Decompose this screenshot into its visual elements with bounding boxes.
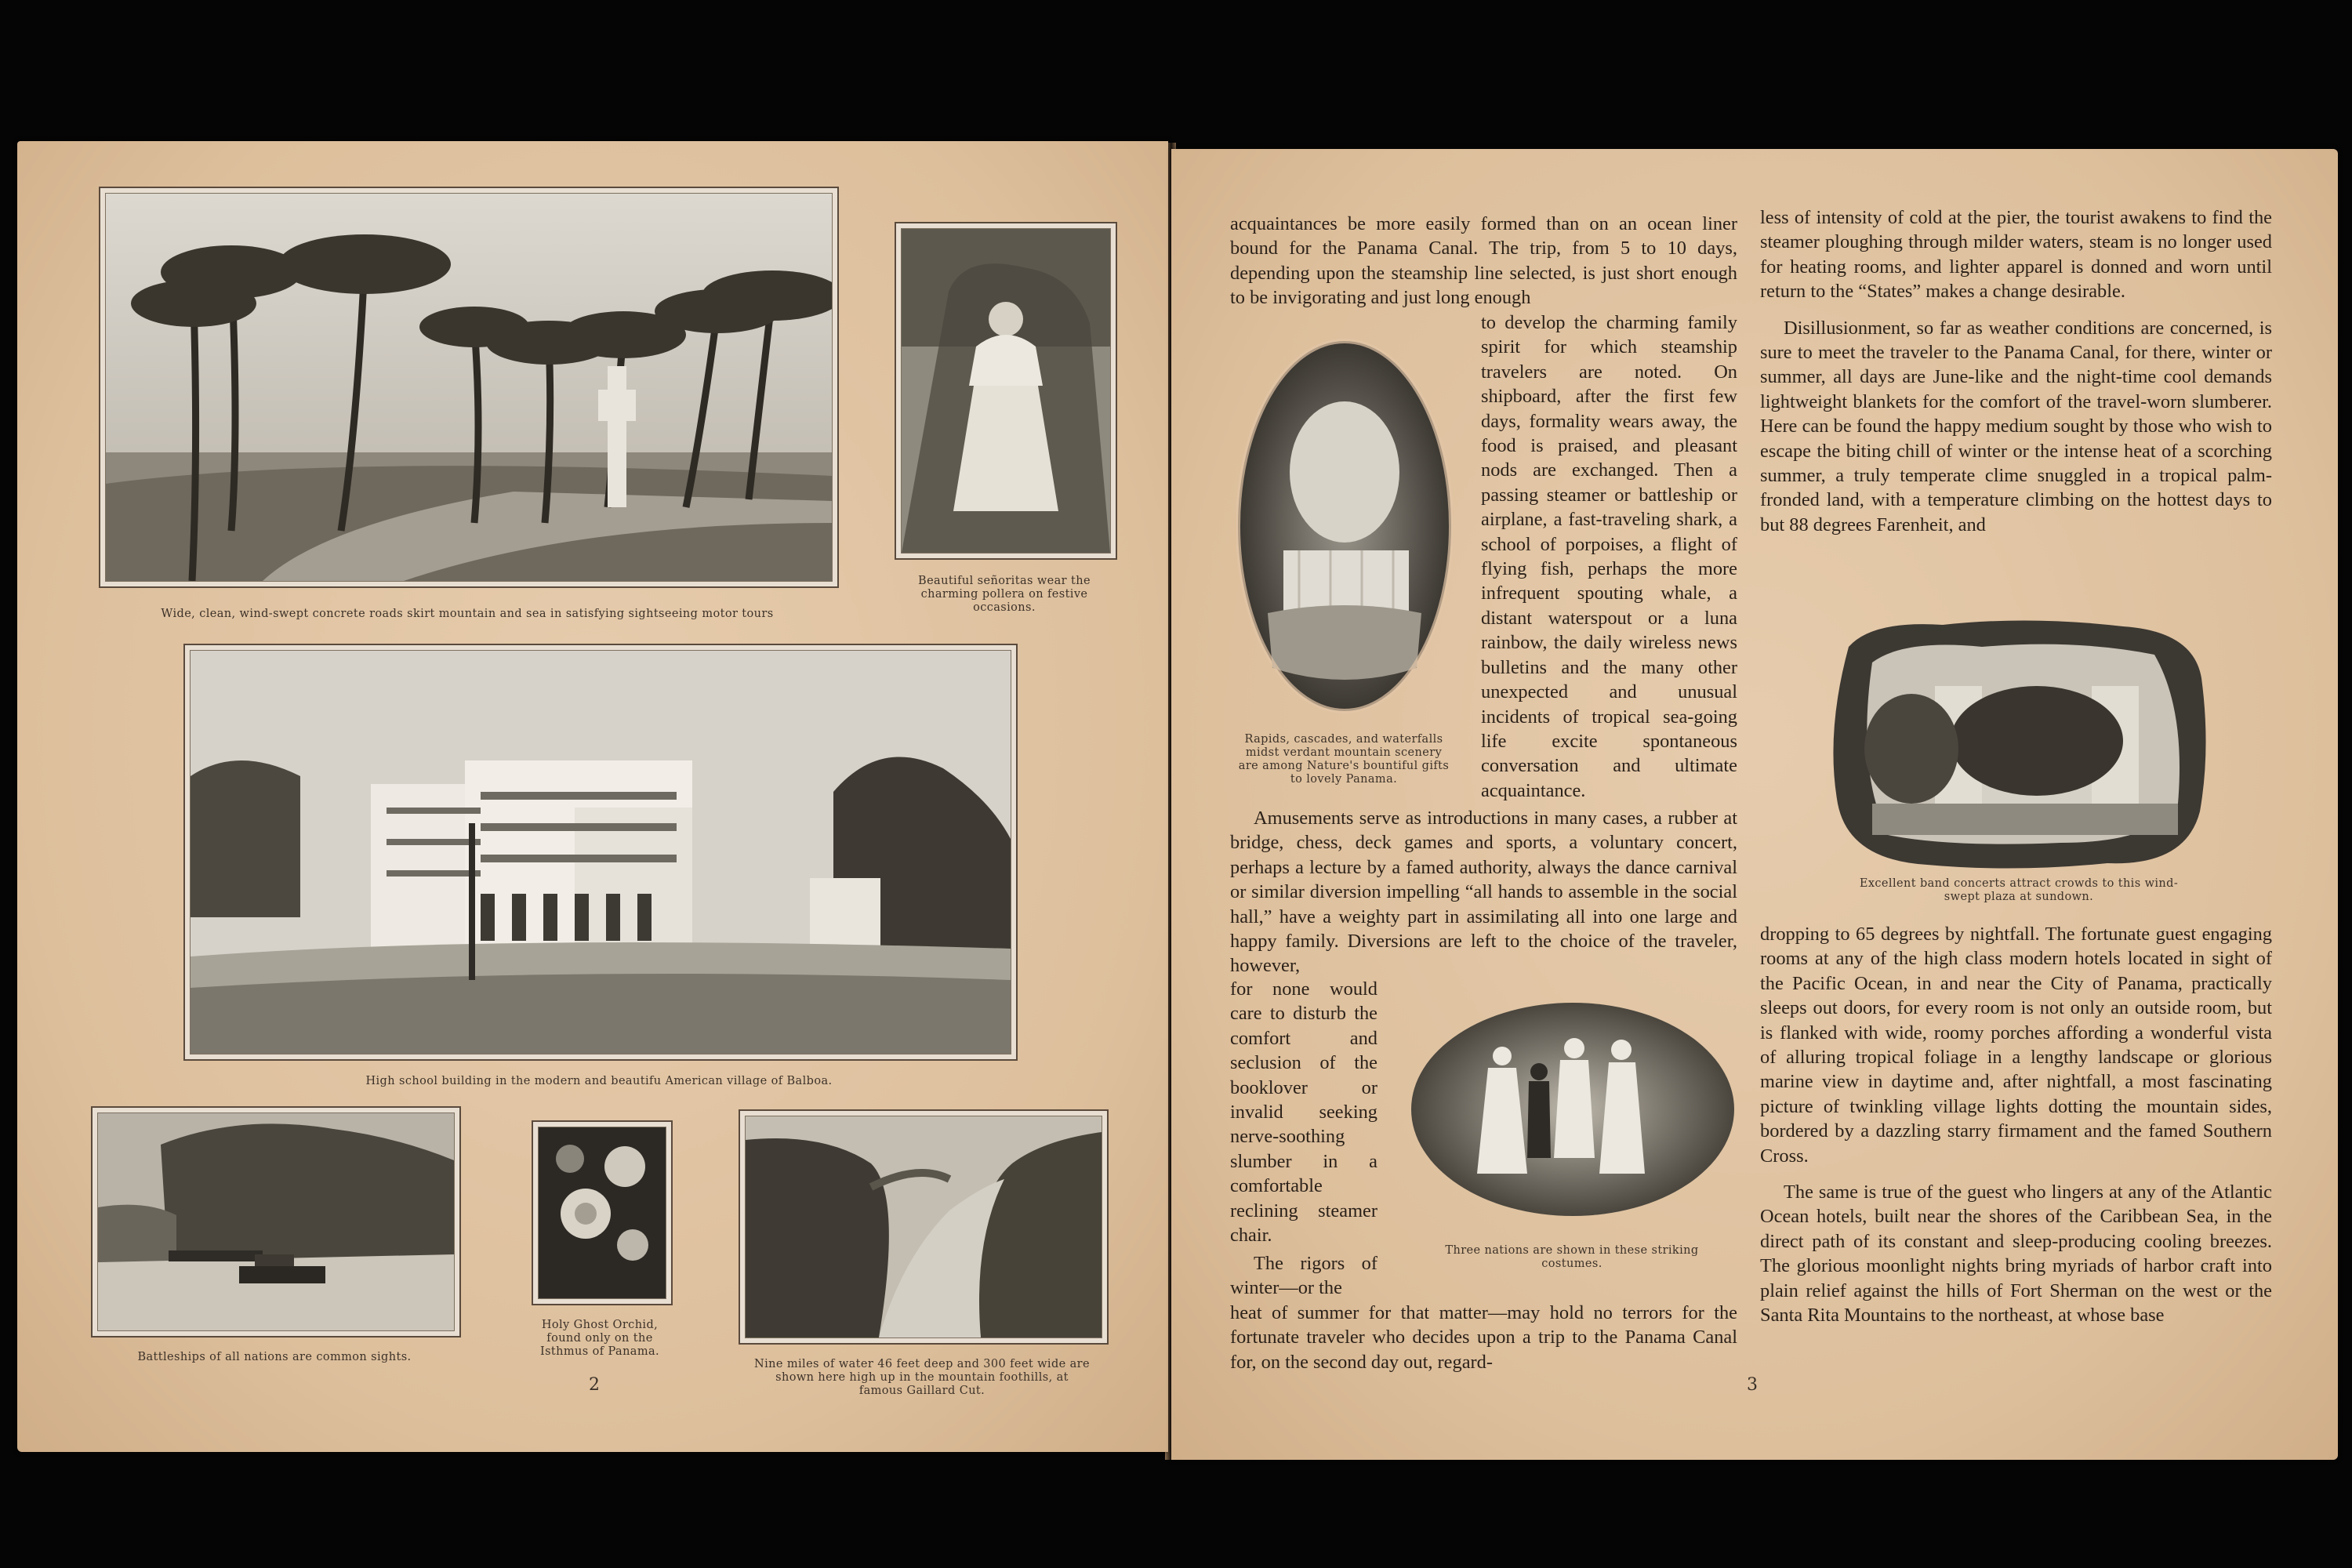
paragraph-amusements: Amusements serve as introductions in many cases, a rubber at bridge, chess, deck games and sports, a voluntary concert, perhaps a lecture by a famed authority, always the dance carnival or similar diversion impelling “all hands to assemble in the social hall,” have a weighty part in assimilating all into one large and happy family. Diversions are left to the choice of the traveler, however,	[1230, 808, 1737, 977]
text-column-1-amusements	[1230, 806, 1737, 978]
photo-gaillard-cut	[739, 1109, 1109, 1345]
paragraph-rigors: heat of summer for that matter—may hold no terrors for the fortunate traveler who decides upon a trip to the Panama Canal for, on the second day out, regard-	[1230, 1302, 1737, 1373]
photo-senorita	[895, 222, 1117, 560]
text-column-1-narrow	[1481, 310, 1737, 803]
photo-high-school	[183, 644, 1018, 1061]
paragraph-amusements-narrow: for none would care to disturb the comfort and seclusion of the booklover or invalid seeking nerve-soothing slumber in a comfortable reclining steamer chair.	[1230, 978, 1377, 1247]
caption-beach-road: Wide, clean, wind-swept concrete roads skirt mountain and sea in satisfying sightseeing motor tours	[161, 608, 774, 620]
page-number-left: 2	[589, 1375, 600, 1395]
paragraph-pier: less of intensity of cold at the pier, the tourist awakens to find the steamer ploughing through milder waters, steam is no longer used for heating rooms, and lighter apparel is donned and worn until return to the “States” makes a change desirable.	[1760, 207, 2272, 303]
caption-senorita: Beautiful señoritas wear the charming pollera on festive occasions.	[918, 575, 1091, 614]
text-column-1-narrow-2	[1230, 977, 1377, 1247]
page-number-right: 3	[1747, 1375, 1758, 1395]
photo-waterfall	[1236, 339, 1453, 713]
caption-high-school: High school building in the modern and beautifu American village of Balboa.	[365, 1075, 833, 1087]
paragraph-pacific-hotels: dropping to 65 degrees by nightfall. The fortunate guest engaging rooms at any of the high class modern hotels located in sight of the Pacific Ocean, in and near the City of Panama, practically sleeps out doors, for every room is not only an outside room, but is flanked with wide, roomy porches affording a wonderful vista of alluring tropical foliage in a lengthy landscape or glorious marine view in daytime and, after nightfall, a most fascinating picture of twinkling village lights dotting the mountain sides, bordered by a dazzling starry firmament and the famed Southern Cross.	[1760, 924, 2272, 1167]
paragraph-atlantic-hotels: The same is true of the guest who lingers at any of the Atlantic Ocean hotels, built near the shores of the Caribbean Sea, in the direct path of its constant and sleep-producing cooling breezes. The glorious moonlight nights bring myriads of harbor craft into plain relief against the hills of Fort Sherman on the west or the Santa Rita Mountains to the northeast, at whose base	[1760, 1181, 2272, 1327]
photo-orchid	[532, 1120, 673, 1305]
photo-battleships	[91, 1106, 461, 1338]
caption-plaza: Excellent band concerts attract crowds to this wind-swept plaza at sundown.	[1859, 877, 2179, 903]
caption-waterfall: Rapids, cascades, and waterfalls midst verdant mountain scenery are among Nature's bountiful gifts to lovely Panama.	[1238, 733, 1450, 786]
text-column-1-bottom	[1230, 1301, 1737, 1374]
photo-plaza	[1825, 615, 2211, 873]
caption-costumes: Three nations are shown in these striking costumes.	[1445, 1244, 1699, 1270]
paragraph-disillusionment: Disillusionment, so far as weather conditions are concerned, is sure to meet the traveler to the Panama Canal, for there, winter or summer, all days are June-like and the night-time cool demands lightweight blankets for the comfort of the travel-worn slumberer. Here can be found the happy medium sought by those who wish to escape the biting chill of winter or the intense heat of a scorching summer, a truly temperate clime snuggled in a tropical palm-fronded land, with a temperature climbing on the hottest days to but 88 degrees Farenheit, and	[1760, 317, 2272, 535]
photo-costumes	[1410, 1001, 1736, 1218]
caption-gaillard-cut: Nine miles of water 46 feet deep and 300 feet wide are shown here high up in the mountain foothills, at famous Gaillard Cut.	[754, 1358, 1090, 1397]
paragraph-rigors-narrow: The rigors of winter—or the	[1230, 1253, 1377, 1299]
caption-battleships: Battleships of all nations are common sights.	[137, 1351, 412, 1363]
paragraph-intro: acquaintances be more easily formed than on an ocean liner bound for the Panama Canal. The trip, from 5 to 10 days, depending upon the steamship line selected, is just short enough to be invigorating and just long enough	[1230, 213, 1737, 309]
text-column-1	[1230, 212, 1737, 310]
text-column-1-rigors	[1230, 1251, 1377, 1301]
text-column-2	[1760, 205, 2272, 537]
text-column-2-lower	[1760, 922, 2272, 1328]
photo-beach-road	[99, 187, 839, 588]
caption-orchid: Holy Ghost Orchid, found only on the Isthmus of Panama.	[539, 1319, 660, 1358]
paragraph-intro-narrow: to develop the charming family spirit for which steamship travelers are noted. On shipboard, after the first few days, formality wears away, the food is praised, and pleasant nods are exchanged. Then a passing steamer or battleship or airplane, a fast-traveling shark, a school of porpoises, a flight of flying fish, perhaps the more infrequent spouting whale, a distant waterspout or a luna rainbow, the daily wireless news bulletins and the many other unexpected and unusual incidents of tropical sea-going life excite spontaneous conversation and ultimate acquaintance.	[1481, 312, 1737, 801]
